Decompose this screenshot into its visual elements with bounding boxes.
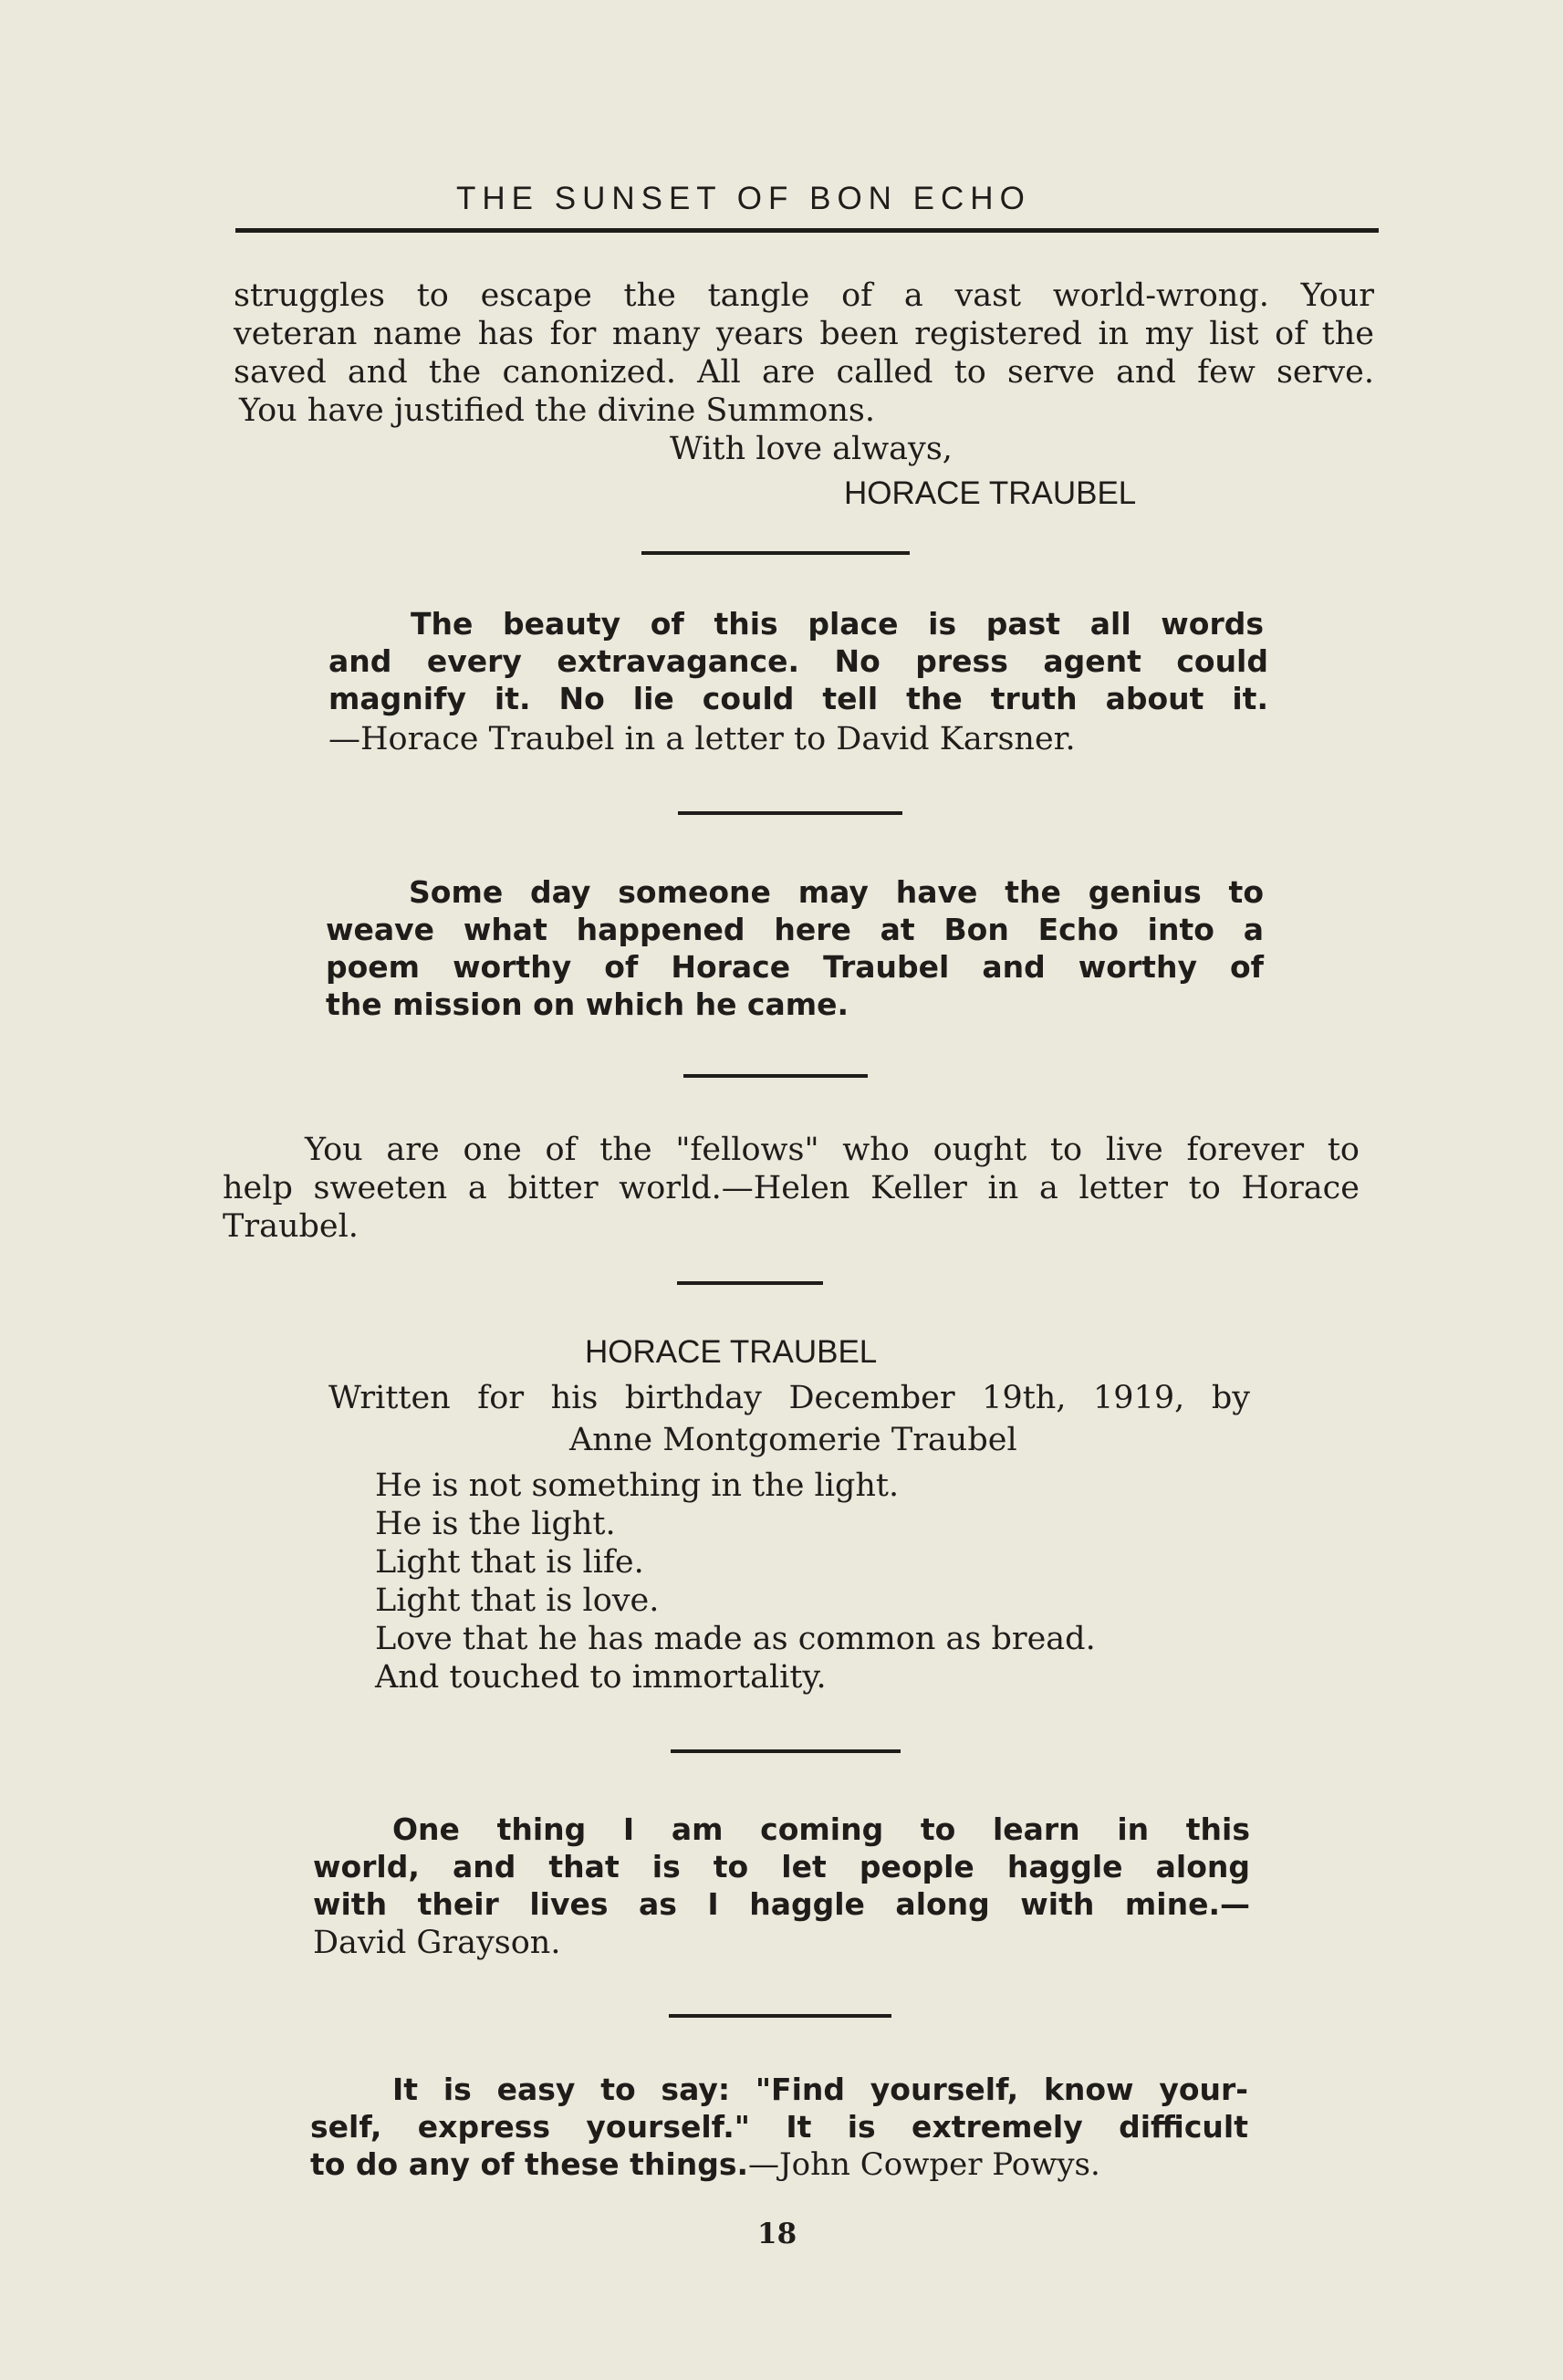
quote3-line-2: help sweeten a bitter world.—Helen Keller in a letter to Horace <box>223 1170 1360 1206</box>
quote4-line-2: world, and that is to let people haggle along <box>313 1849 1250 1884</box>
poem-line-6: And touched to immortality. <box>375 1659 827 1696</box>
quote2-line-2: weave what happened here at Bon Echo into a <box>326 912 1264 947</box>
letter-closing: With love always, <box>670 431 953 467</box>
quote1-line-2: and every extravagance. No press agent could <box>328 643 1268 679</box>
quote4-line-1: One thing I am coming to learn in this <box>392 1811 1250 1847</box>
letter-line-2: veteran name has for many years been registered in my list of the <box>234 316 1374 352</box>
poem-byline-2: Anne Montgomerie Traubel <box>569 1422 1017 1458</box>
poem-byline-1: Written for his birthday December 19th, 1919, by <box>328 1380 1250 1416</box>
letter-line-4: You have justified the divine Summons. <box>239 392 876 429</box>
quote4-attribution: David Grayson. <box>313 1925 561 1961</box>
poem-line-1: He is not something in the light. <box>375 1467 900 1504</box>
letter-signature: HORACE TRAUBEL <box>844 475 1137 511</box>
section-rule <box>678 811 902 815</box>
section-rule <box>683 1074 868 1078</box>
quote1-attribution: —Horace Traubel in a letter to David Karsner. <box>328 721 1076 757</box>
quote2-line-1: Some day someone may have the genius to <box>409 874 1264 910</box>
quote5-line-3 <box>310 2145 1100 2184</box>
page-number: 18 <box>757 2218 797 2250</box>
quote5-line-1: It is easy to say: "Find yourself, know your- <box>392 2072 1248 2107</box>
quote3-line-3: Traubel. <box>223 1208 359 1245</box>
quote5-line-3-bold: to do any of these things. <box>310 2146 749 2182</box>
section-rule <box>677 1281 823 1285</box>
section-rule <box>671 1749 901 1753</box>
poem-title: HORACE TRAUBEL <box>585 1334 878 1370</box>
section-rule <box>669 2014 891 2018</box>
letter-line-1: struggles to escape the tangle of a vast world-wrong. Your <box>234 277 1374 314</box>
poem-line-2: He is the light. <box>375 1506 616 1542</box>
section-rule <box>641 551 910 555</box>
quote2-line-3: poem worthy of Horace Traubel and worthy of <box>326 949 1264 985</box>
header-rule <box>235 228 1379 233</box>
quote4-line-3: with their lives as I haggle along with mine.— <box>313 1886 1250 1922</box>
quote3-line-1: You are one of the "fellows" who ought to live forever to <box>305 1132 1360 1168</box>
letter-line-3: saved and the canonized. All are called to serve and few serve. <box>234 354 1374 391</box>
quote1-line-3: magnify it. No lie could tell the truth about it. <box>328 681 1268 716</box>
quote1-line-1: The beauty of this place is past all words <box>411 606 1264 642</box>
poem-line-3: Light that is life. <box>375 1544 644 1581</box>
poem-line-4: Light that is love. <box>375 1582 660 1619</box>
poem-line-5: Love that he has made as common as bread. <box>375 1621 1096 1657</box>
quote5-line-2: self, express yourself." It is extremely difficult <box>310 2109 1248 2145</box>
quote2-line-4: the mission on which he came. <box>326 986 849 1022</box>
quote5-attribution: —John Cowper Powys. <box>748 2146 1100 2183</box>
running-head: THE SUNSET OF BON ECHO <box>456 181 1031 216</box>
